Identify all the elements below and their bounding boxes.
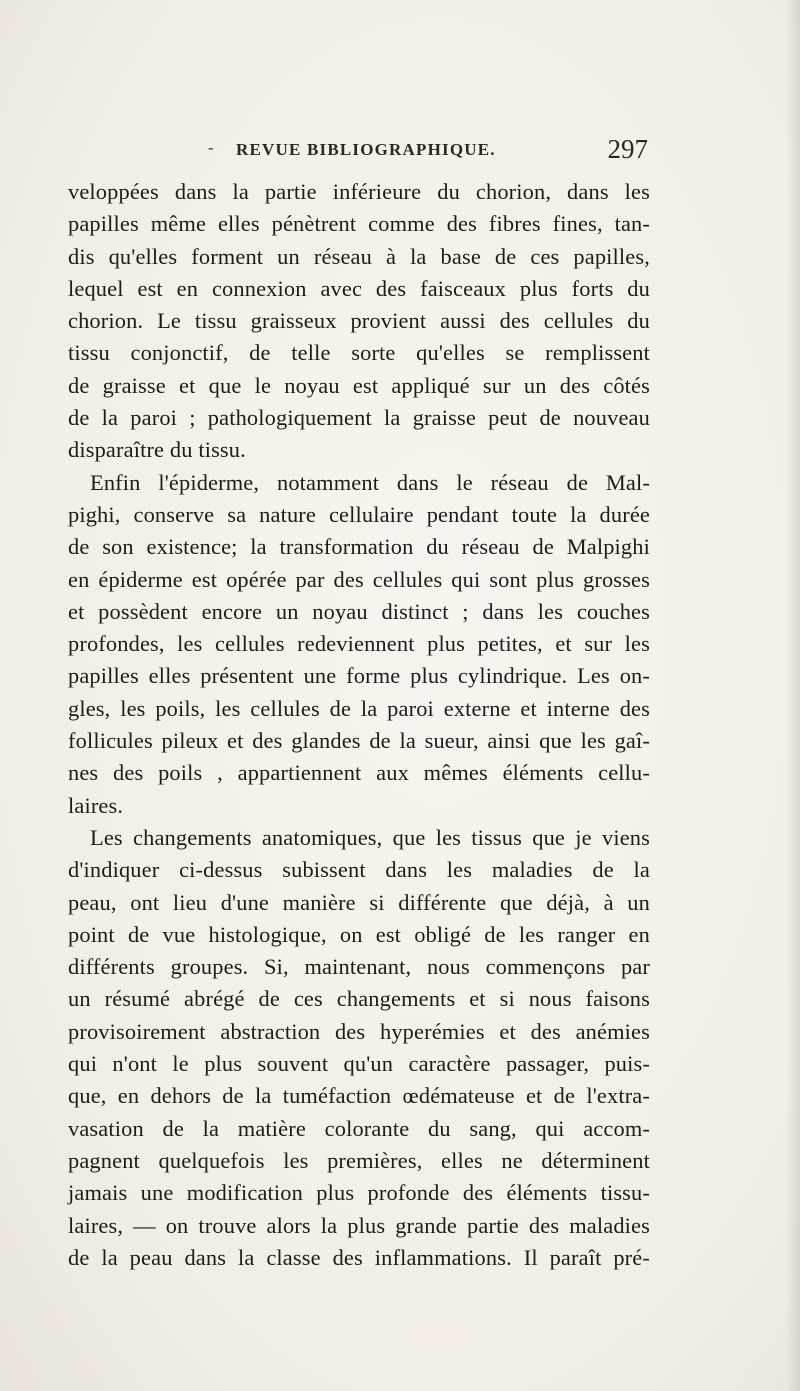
text-line: pagnent quelquefois les premières, elles ne déterminent — [68, 1147, 650, 1173]
text-line: qui n'ont le plus souvent qu'un caractère passager, puis- — [68, 1051, 650, 1077]
text-line: et possèdent encore un noyau distinct ; dans les couches — [68, 598, 650, 624]
text-line: disparaître du tissu. — [68, 437, 246, 463]
text-line: un résumé abrégé de ces changements et si nous faisons — [68, 986, 650, 1012]
text-line: profondes, les cellules redeviennent plus petites, et sur les — [68, 631, 650, 657]
page-number: 297 — [607, 134, 648, 164]
text-line: jamais une modification plus profonde des éléments tissu- — [68, 1180, 650, 1206]
text-line: d'indiquer ci-dessus subissent dans les maladies de la — [68, 857, 650, 883]
page-edge-shadow — [786, 0, 800, 1391]
text-line: de la peau dans la classe des inflammations. Il paraît pré- — [68, 1244, 650, 1270]
text-line: veloppées dans la partie inférieure du chorion, dans les — [68, 179, 650, 204]
text-line: en épiderme est opérée par des cellules qui sont plus grosses — [68, 566, 650, 592]
text-line: Enfin l'épiderme, notamment dans le réseau de Mal- — [90, 469, 650, 495]
text-line: follicules pileux et des glandes de la sueur, ainsi que les gaî- — [68, 728, 650, 754]
body-text — [68, 176, 650, 1274]
text-line: de la paroi ; pathologiquement la graisse peut de nouveau — [68, 405, 650, 431]
text-line: dis qu'elles forment un réseau à la base de ces papilles, — [68, 243, 650, 269]
text-line: provisoirement abstraction des hyperémies et des anémies — [68, 1018, 650, 1044]
text-line: différents groupes. Si, maintenant, nous commençons par — [68, 954, 650, 980]
text-line: pighi, conserve sa nature cellulaire pendant toute la durée — [68, 501, 650, 527]
text-line: gles, les poils, les cellules de la paroi externe et interne des — [68, 695, 650, 721]
text-line: point de vue histologique, on est obligé de les ranger en — [68, 921, 650, 947]
text-line: que, en dehors de la tuméfaction œdémateuse et de l'extra- — [68, 1083, 650, 1109]
text-line: Les changements anatomiques, que les tissus que je viens — [90, 824, 650, 850]
text-line: tissu conjonctif, de telle sorte qu'elles se remplissent — [68, 340, 650, 366]
page-header — [68, 136, 650, 172]
header-dash: - — [208, 138, 214, 157]
text-line: de graisse et que le noyau est appliqué sur un des côtés — [68, 372, 650, 398]
text-line: laires, — on trouve alors la plus grande partie des maladies — [68, 1212, 650, 1238]
text-line: nes des poils , appartiennent aux mêmes éléments cellu- — [68, 760, 650, 786]
text-line: papilles même elles pénètrent comme des fibres fines, tan- — [68, 211, 650, 237]
text-line: papilles elles présentent une forme plus cylindrique. Les on- — [68, 663, 650, 689]
text-line: de son existence; la transformation du réseau de Malpighi — [68, 534, 650, 560]
text-line: laires. — [68, 792, 124, 818]
text-line: lequel est en connexion avec des faisceaux plus forts du — [68, 275, 650, 301]
text-line: chorion. Le tissu graisseux provient aussi des cellules du — [68, 308, 650, 334]
running-head: REVUE BIBLIOGRAPHIQUE. — [236, 140, 496, 159]
text-line: vasation de la matière colorante du sang, qui accom- — [68, 1115, 650, 1141]
text-line: peau, ont lieu d'une manière si différente que déjà, à un — [68, 889, 650, 915]
